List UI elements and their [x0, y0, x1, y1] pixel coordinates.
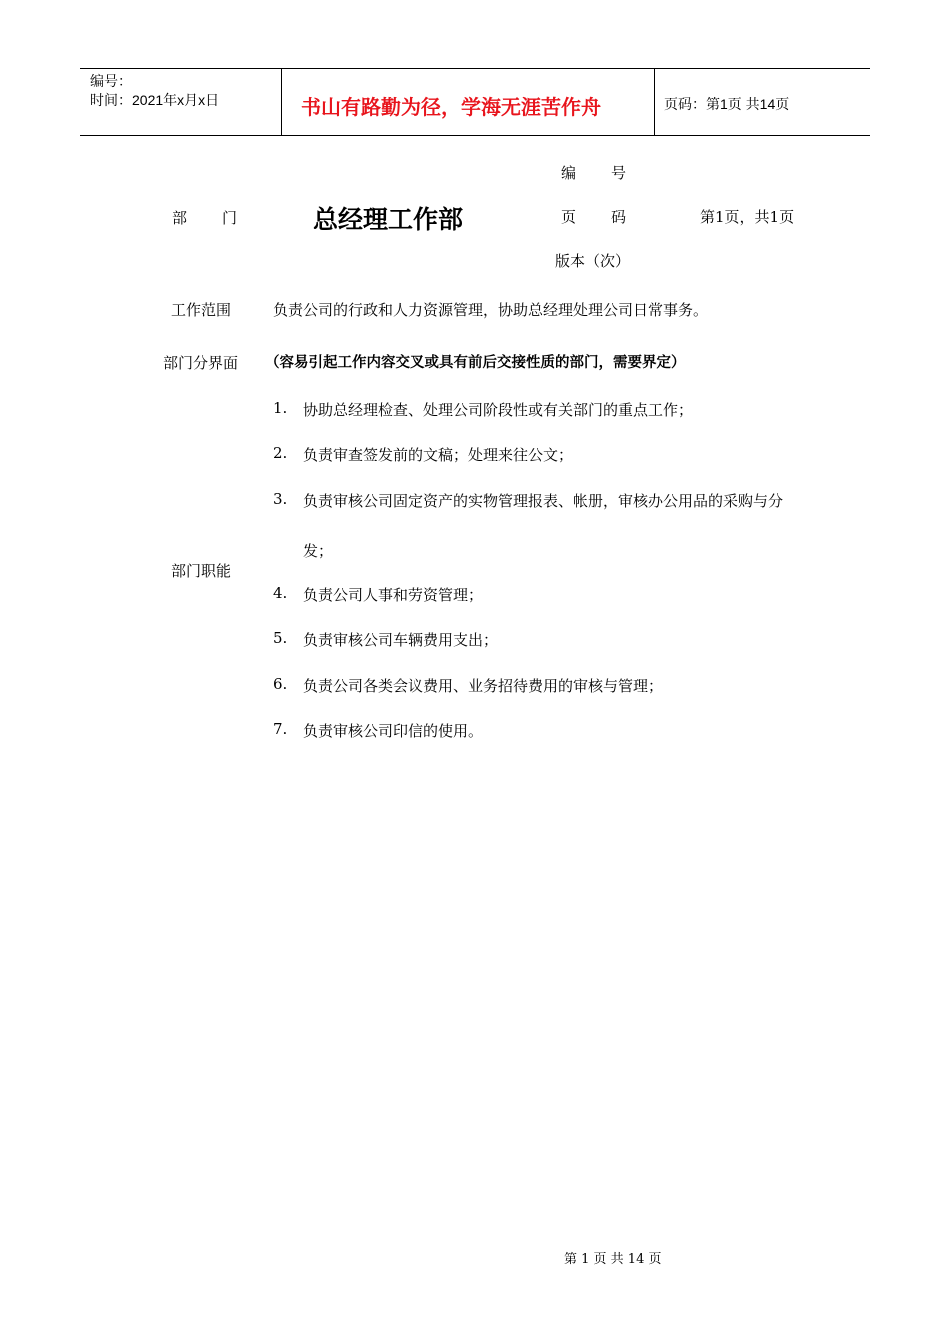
interface-label: 部门分界面 — [163, 354, 239, 372]
functions-label: 部门职能 — [171, 562, 232, 580]
header-time-label: 时间：2021年x月x日 — [90, 92, 220, 108]
function-item-number: 7. — [273, 720, 288, 738]
function-item-text: 负责审查签发前的文稿；处理来往公文； — [303, 446, 574, 464]
function-item-number: 3. — [273, 490, 288, 508]
header-number-label: 编号： — [90, 73, 132, 89]
header-divider-right — [654, 68, 655, 136]
function-item-number: 2. — [273, 444, 288, 462]
version-label: 版本（次） — [555, 252, 631, 270]
function-item-number: 5. — [273, 629, 288, 647]
header-divider-left — [281, 68, 282, 136]
code-label-char-2: 号 — [611, 164, 627, 182]
dept-label-char-1: 部 — [172, 209, 188, 227]
dept-label-char-2: 门 — [222, 209, 238, 227]
header-bottom-border — [80, 135, 870, 136]
function-item-text: 负责公司各类会议费用、业务招待费用的审核与管理； — [303, 677, 664, 695]
interface-text: （容易引起工作内容交叉或具有前后交接性质的部门，需要界定） — [265, 355, 686, 371]
function-item-text: 负责审核公司固定资产的实物管理报表、帐册，审核办公用品的采购与分 — [303, 492, 784, 510]
scope-label: 工作范围 — [171, 301, 232, 319]
page-label-char-2: 码 — [611, 208, 627, 226]
header-motto: 书山有路勤为径，学海无涯苦作舟 — [301, 95, 601, 119]
function-item-number: 4. — [273, 584, 288, 602]
function-item-text: 协助总经理检查、处理公司阶段性或有关部门的重点工作； — [303, 401, 694, 419]
function-item-text-continued: 发； — [303, 542, 334, 560]
page-footer: 第 1 页 共 14 页 — [564, 1252, 662, 1267]
dept-name: 总经理工作部 — [313, 205, 464, 234]
page-value: 第1页，共1页 — [700, 208, 795, 226]
function-item-text: 负责审核公司车辆费用支出； — [303, 631, 499, 649]
function-item-number: 1. — [273, 399, 288, 417]
function-item-number: 6. — [273, 675, 288, 693]
function-item-text: 负责审核公司印信的使用。 — [303, 722, 484, 740]
header-top-border — [80, 68, 870, 69]
code-label-char-1: 编 — [561, 164, 577, 182]
function-item-text: 负责公司人事和劳资管理； — [303, 586, 484, 604]
page-label-char-1: 页 — [561, 208, 577, 226]
header-page-info: 页码：第1页 共14页 — [664, 96, 790, 112]
scope-text: 负责公司的行政和人力资源管理，协助总经理处理公司日常事务。 — [273, 301, 709, 319]
